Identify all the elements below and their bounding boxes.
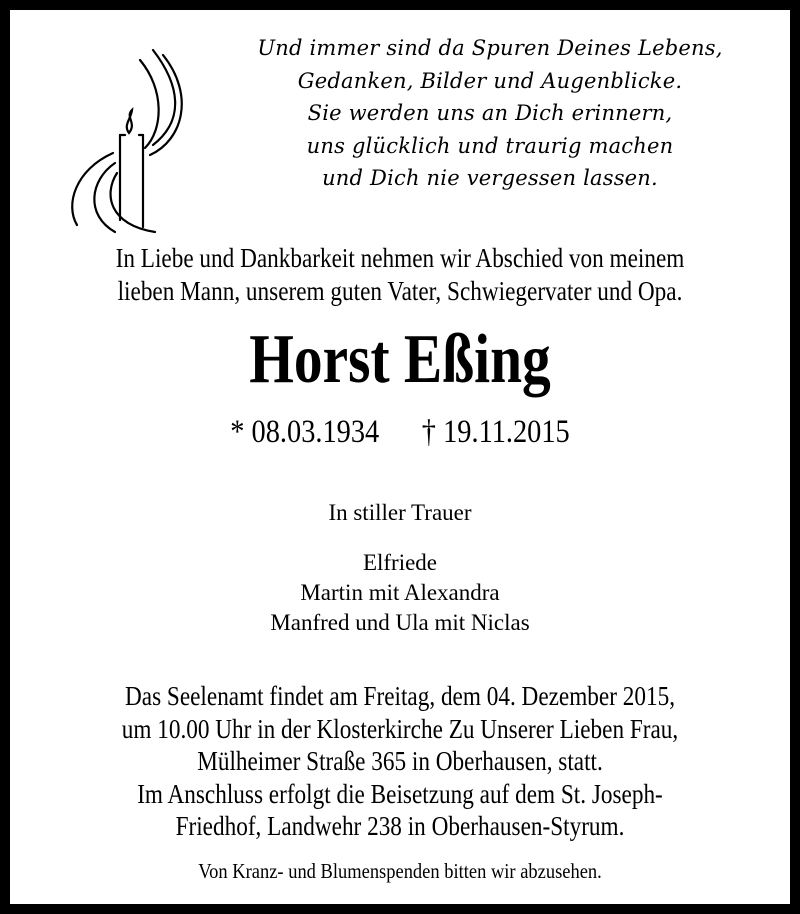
death-date: † 19.11.2015 [421, 414, 570, 450]
service-line: Im Anschluss erfolgt die Beisetzung auf dem St. Joseph- [137, 778, 663, 809]
service-line: Das Seelenamt findet am Freitag, dem 04. Dezember 2015, [124, 681, 676, 711]
poem-line: Sie werden uns an Dich erinnern, [307, 101, 673, 125]
poem-line: und Dich nie vergessen lassen. [322, 166, 658, 190]
poem-line: uns glücklich und traurig machen [306, 133, 674, 158]
date-spacer [379, 414, 422, 450]
deceased-name: Horst Eßing [249, 321, 551, 398]
obituary-notice [10, 10, 790, 904]
mourner: Martin mit Alexandra [300, 580, 500, 605]
intro-line: lieben Mann, unserem guten Vater, Schwiegervater und Opa. [117, 276, 683, 306]
birth-date: * 08.03.1934 [230, 414, 380, 450]
poem-line: Gedanken, Bilder und Augenblicke. [297, 68, 683, 93]
mourning-heading: In stiller Trauer [328, 500, 472, 525]
poem-line: Und immer sind da Spuren Deines Lebens, [257, 36, 723, 60]
mourner: Elfriede [362, 550, 438, 575]
service-line: Friedhof, Landwehr 238 in Oberhausen-Styrum. [175, 811, 625, 841]
mourner: Manfred und Ula mit Niclas [270, 610, 530, 635]
life-dates [65, 412, 736, 452]
service-line: Mülheimer Straße 365 in Oberhausen, statt. [197, 746, 603, 776]
service-line: um 10.00 Uhr in der Klosterkirche Zu Unserer Lieben Frau, [121, 713, 679, 744]
service-details [65, 680, 736, 843]
closing-note: Von Kranz- und Blumenspenden bitten wir abzusehen. [198, 859, 602, 883]
intro-text [65, 242, 736, 308]
mourners-list [10, 548, 790, 638]
candle-icon [65, 45, 195, 235]
intro-line: In Liebe und Dankbarkeit nehmen wir Abschied von meinem [115, 243, 685, 273]
poem [200, 32, 780, 195]
